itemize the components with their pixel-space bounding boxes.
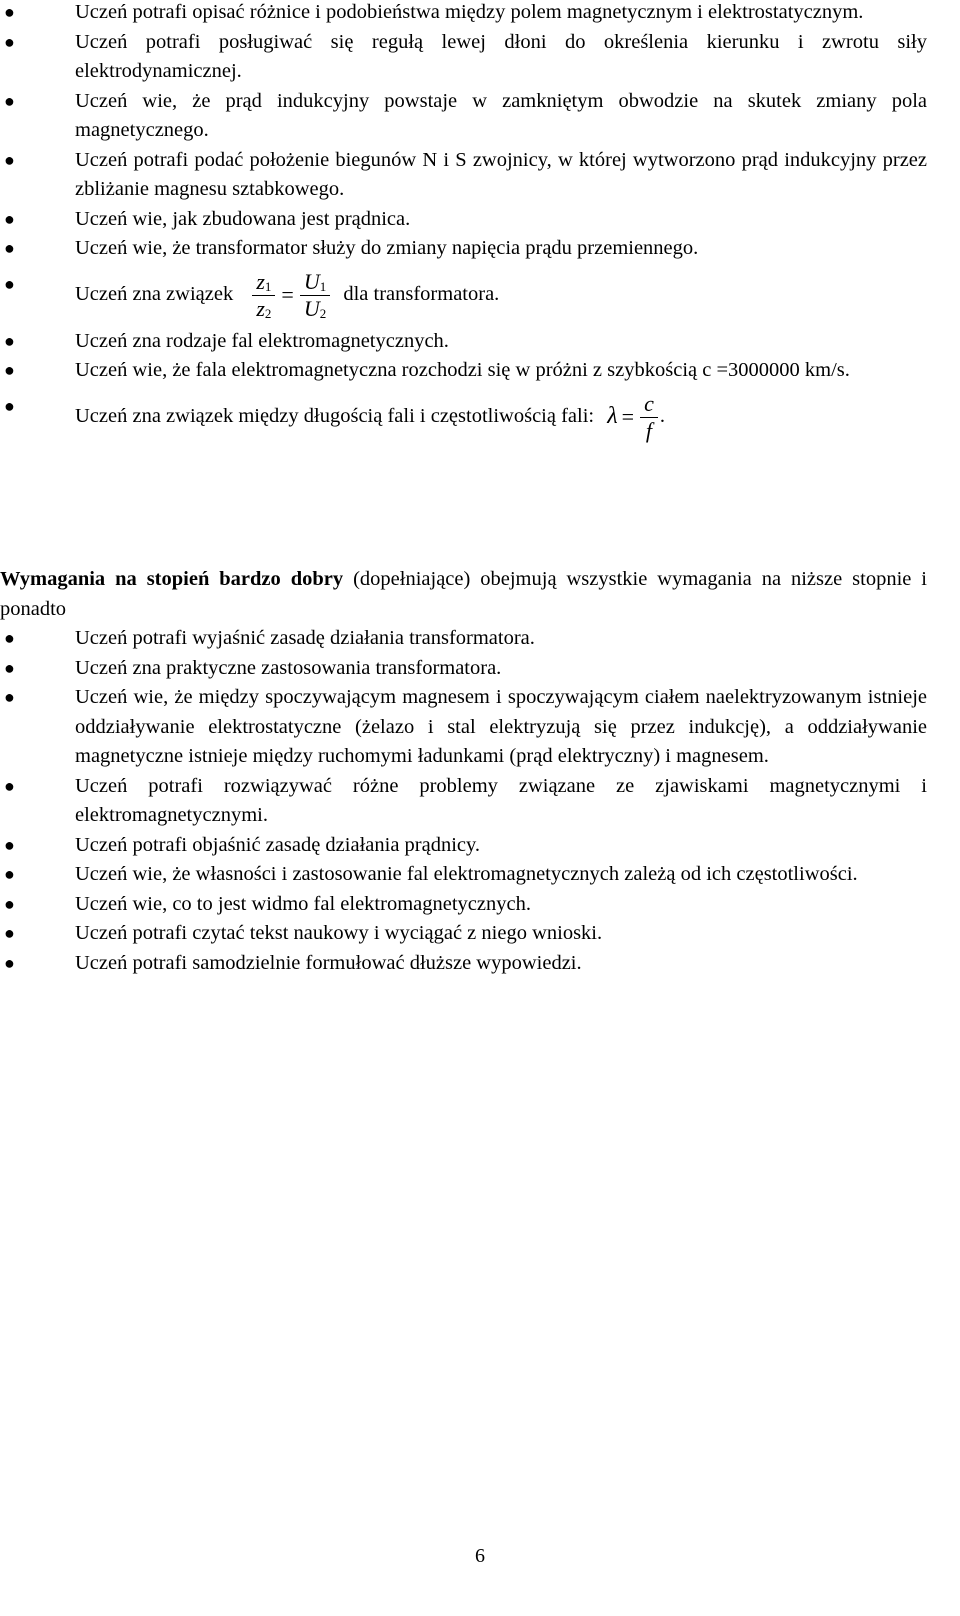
list-item-transformer-formula [0,264,960,327]
lambda-symbol: λ [607,403,618,430]
list-item-text: Uczeń potrafi samodzielnie formułować dłuższe wypowiedzi. [75,951,582,974]
list-item [0,234,960,264]
formula-intro-text: Uczeń zna związek między długością fali i częstotliwością fali: [75,404,595,427]
turns-ratio-fraction [252,270,275,321]
list-item-text: Uczeń wie, że własności i zastosowanie fal elektromagnetycznych zależą od ich częstotliwości. [75,863,858,885]
list-item-text: Uczeń potrafi podać położenie biegunów N i S zwojnicy, w której wytworzono prąd indukcyjny przez zbliżanie magnesu sztabkowego. [75,148,927,200]
heading-bold-text: Wymagania na stopień bardzo dobry [0,568,344,590]
list-item-text: Uczeń wie, że prąd indukcyjny powstaje w zamkniętym obwodzie na skutek zmiany pola magnetycznego. [75,89,927,141]
bullet-icon: ● [4,952,15,973]
bullet-icon: ● [4,238,15,258]
list-item-text: Uczeń wie, co to jest widmo fal elektromagnetycznych. [75,892,531,915]
requirements-list-very-good [0,624,960,978]
denominator-f: f [645,417,652,443]
list-item-text: Uczeń wie, że fala elektromagnetyczna rozchodzi się w próżni z szybkością c =3000000 km/s. [75,359,850,381]
list-item-text: Uczeń wie, jak zbudowana jest prądnica. [75,207,411,230]
bullet-icon: ● [4,31,15,52]
list-item [0,860,960,890]
bullet-icon: ● [4,395,15,416]
bullet-icon: ● [4,149,15,170]
bullet-icon: ● [4,657,15,678]
heading-rest-text: (dopełniające) obejmują wszystkie wymagania na niższe stopnie i ponadto [0,568,928,620]
denominator-u-subscript: 2 [319,305,327,321]
list-item-text: Uczeń potrafi rozwiązywać różne problemy związane ze zjawiskami magnetycznymi i elektromagnetycznymi. [75,774,927,826]
wavelength-fraction [640,392,658,443]
list-item [0,624,960,654]
list-item [0,919,960,949]
list-item [0,654,960,684]
denominator-z-subscript: 2 [264,305,272,321]
list-item [0,890,960,920]
bullet-icon: ● [4,923,15,943]
list-item-text: Uczeń potrafi posługiwać się regułą lewej dłoni do określenia kierunku i zwrotu siły elektrodynamicznej. [75,30,927,82]
numerator-u-subscript: 1 [319,278,327,294]
equals-sign: = [281,282,294,308]
list-item-text: Uczeń zna praktyczne zastosowania transformatora. [75,656,502,679]
formula-period: . [659,404,665,427]
list-item [0,28,960,87]
list-item-text: Uczeń wie, że transformator służy do zmiany napięcia prądu przemiennego. [75,237,699,259]
bullet-icon: ● [4,893,15,914]
numerator-z-subscript: 1 [264,278,272,294]
bullet-icon: ● [4,834,15,855]
voltage-ratio-fraction [300,270,330,321]
formula-outro-text: dla transformatora. [343,282,500,305]
list-item [0,772,960,831]
equals-sign: = [621,404,635,430]
list-item-text: Uczeń zna rodzaje fal elektromagnetycznych. [75,329,449,352]
bullet-icon: ● [4,90,15,111]
grade-requirements-heading [0,565,927,624]
denominator-u: U [303,295,320,321]
formula-intro-text: Uczeń zna związek [75,282,234,305]
list-item [0,0,960,28]
list-item-text: Uczeń wie, że między spoczywającym magnesem i spoczywającym ciałem naelektryzowanym istnieje oddziaływanie elektrostatyczne (żelazo i stal elektryzują się przez indukcję), a oddziaływanie magnetyczne istnieje między ruchomymi ładunkami (prąd elektryczny) i magnesem. [75,686,927,767]
list-item [0,327,960,357]
bullet-icon: ● [4,360,15,380]
list-item [0,87,960,146]
list-item-text: Uczeń potrafi wyjaśnić zasadę działania transformatora. [75,627,535,649]
list-item [0,146,960,205]
numerator-c: c [640,392,658,418]
denominator-z: z [256,295,265,321]
numerator-z: z [256,268,265,294]
list-item [0,356,960,386]
list-item [0,683,960,772]
list-item-wavelength-formula [0,386,960,449]
list-item [0,831,960,861]
list-item-text: Uczeń potrafi objaśnić zasadę działania prądnicy. [75,833,481,856]
bullet-icon: ● [4,687,15,707]
bullet-icon: ● [4,208,15,229]
page-number: 6 [475,1545,485,1567]
bullet-icon: ● [4,330,15,351]
list-item [0,205,960,235]
bullet-icon: ● [4,864,15,884]
bullet-icon: ● [4,775,15,796]
numerator-u: U [303,268,320,294]
list-item [0,949,960,979]
requirements-list-top [0,0,960,449]
list-item-text: Uczeń potrafi opisać różnice i podobieństwa między polem magnetycznym i elektrostatycznym. [75,1,864,23]
list-item-text: Uczeń potrafi czytać tekst naukowy i wyciągać z niego wnioski. [75,922,603,944]
bullet-icon: ● [4,273,15,294]
bullet-icon: ● [4,628,15,648]
bullet-icon: ● [4,2,15,22]
